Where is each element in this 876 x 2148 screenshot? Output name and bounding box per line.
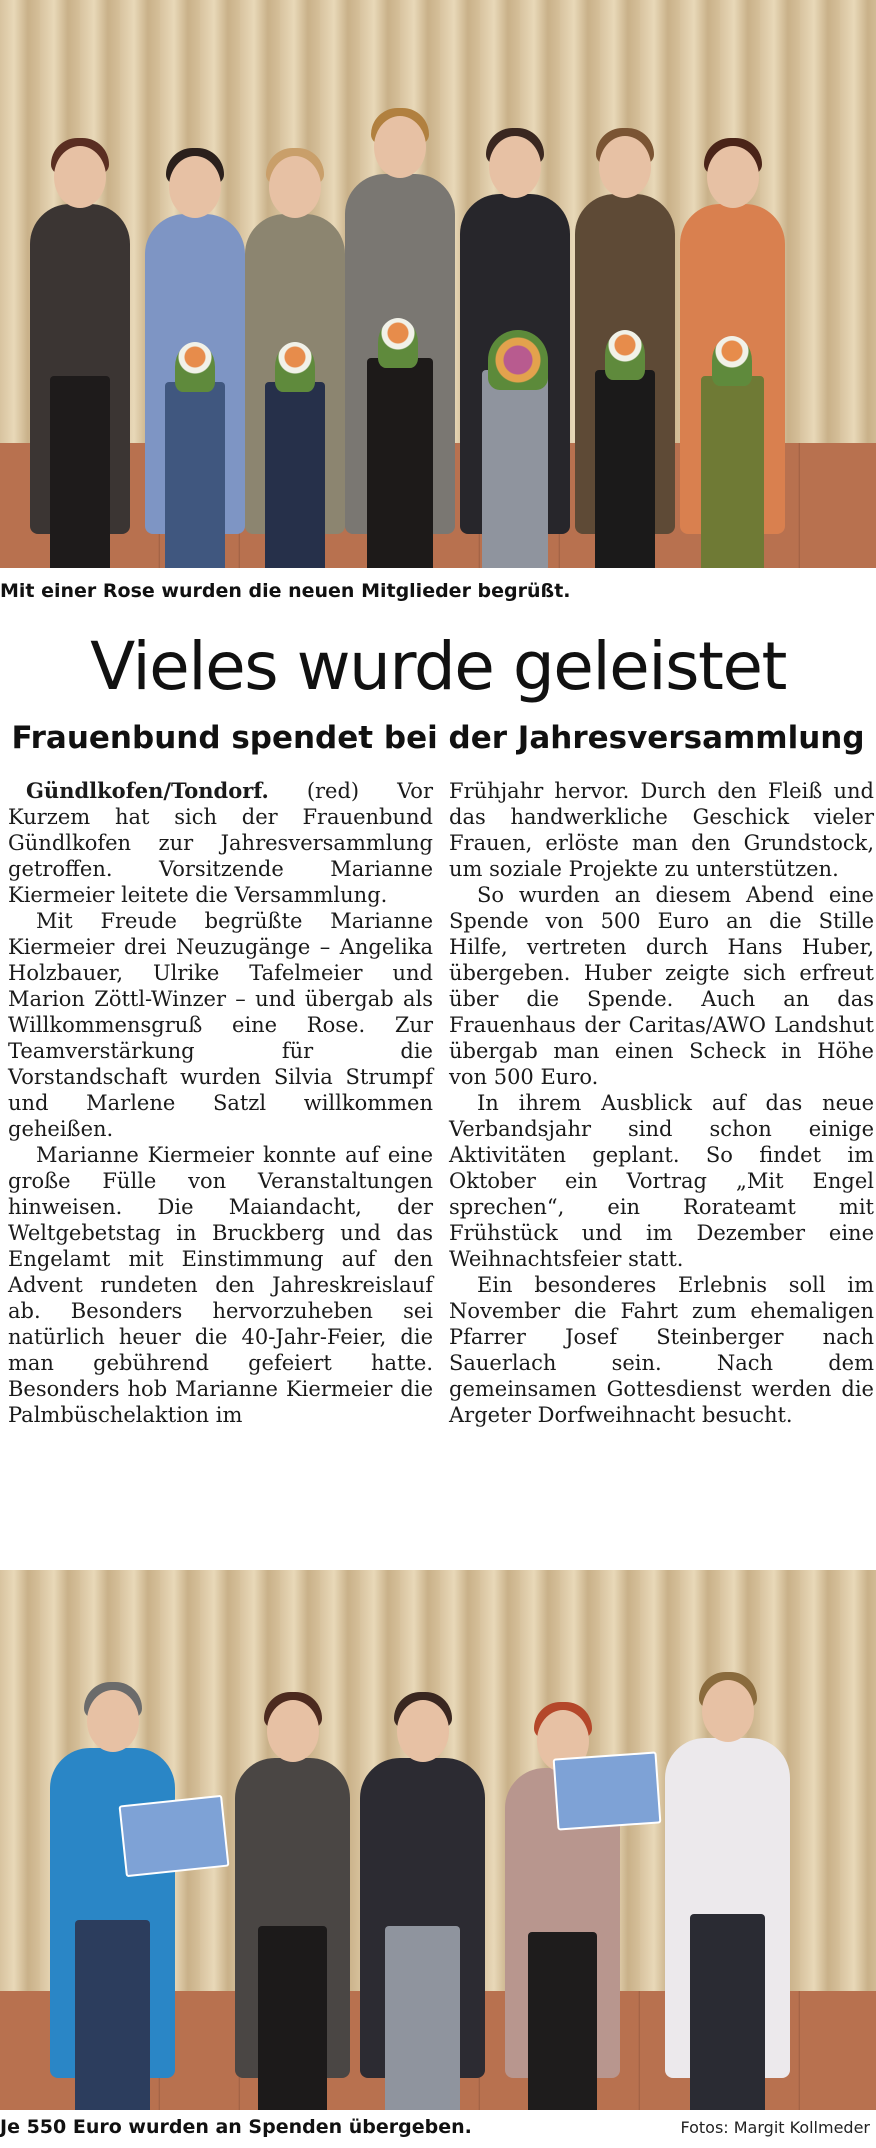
article-paragraph: Mit Freude begrüßte Marianne Kiermeier drei Neuzugänge – Angelika Holzbauer, Ulrike Tafelmeier und Marion Zöttl-Winzer – und übergab als Willkommensgruß eine Rose. Zur Teamverstärkung für die Vorstandschaft wurden Silvia Strumpf und Marlene Satzl willkommen geheißen. bbox=[8, 909, 433, 1141]
article-paragraph: Ein besonderes Erlebnis soll im November die Fahrt zum ehemaligen Pfarrer Josef Steinberger nach Sauerlach sein. Nach dem gemeinsamen Gottesdienst werden die Argeter Dorfweihnacht besucht. bbox=[449, 1273, 874, 1427]
top-photo-caption: Mit einer Rose wurden die neuen Mitglieder begrüßt. bbox=[0, 580, 571, 602]
headline: Vieles wurde geleistet bbox=[90, 628, 786, 705]
article-paragraph: So wurden an diesem Abend eine Spende von 500 Euro an die Stille Hilfe, vertreten durch Hans Huber, übergeben. Huber zeigte sich erfreut über die Spende. Auch an das Frauenhaus der Caritas/AWO Landshut übergab man einen Scheck in Höhe von 500 Euro. bbox=[449, 883, 874, 1089]
person bbox=[235, 1758, 350, 2078]
article-paragraph: In ihrem Ausblick auf das neue Verbandsjahr sind schon einige Aktivitäten geplant. So findet im Oktober ein Vortrag „Mit Engel sprechen“, ein Rorateamt mit Frühstück und im Dezember eine Weihnachtsfeier statt. bbox=[449, 1091, 874, 1271]
article-column-left bbox=[8, 778, 433, 1428]
top-photo bbox=[0, 0, 876, 568]
dateline: Gündlkofen/Tondorf. bbox=[26, 778, 269, 803]
person bbox=[50, 1748, 175, 2078]
bottom-photo bbox=[0, 1570, 876, 2110]
article-paragraph: Frühjahr hervor. Durch den Fleiß und das handwerkliche Geschick vieler Frauen, erlöste man den Grundstock, um soziale Projekte zu unterstützen. bbox=[449, 779, 874, 881]
person bbox=[665, 1738, 790, 2078]
person bbox=[245, 214, 345, 534]
photo-credit: Fotos: Margit Kollmeder bbox=[680, 2118, 870, 2137]
person bbox=[145, 214, 245, 534]
person bbox=[30, 204, 130, 534]
person bbox=[360, 1758, 485, 2078]
person bbox=[460, 194, 570, 534]
article-column-right bbox=[449, 778, 874, 1428]
person bbox=[680, 204, 785, 534]
person bbox=[575, 194, 675, 534]
article-paragraph: Gündlkofen/Tondorf. (red) Vor Kurzem hat sich der Frauenbund Gündlkofen zur Jahresversammlung getroffen. Vorsitzende Marianne Kiermeier leitete die Versammlung. bbox=[8, 778, 433, 907]
subheadline: Frauenbund spendet bei der Jahresversammlung bbox=[11, 720, 865, 756]
bottom-photo-caption: Je 550 Euro wurden an Spenden übergeben. bbox=[0, 2116, 472, 2138]
article-paragraph: Marianne Kiermeier konnte auf eine große Fülle von Veranstaltungen hinweisen. Die Maiandacht, der Weltgebetstag in Bruckberg und das Engelamt mit Einstimmung auf den Advent rundeten den Jahreskreislauf ab. Besonders hervorzuheben sei natürlich heuer die 40-Jahr-Feier, die man gebührend gefeiert hatte. Besonders hob Marianne Kiermeier die Palmbüschelaktion im bbox=[8, 1143, 433, 1427]
article-body bbox=[8, 778, 874, 1428]
donation-cheque bbox=[119, 1795, 230, 1877]
donation-cheque bbox=[553, 1751, 662, 1830]
person bbox=[345, 174, 455, 534]
